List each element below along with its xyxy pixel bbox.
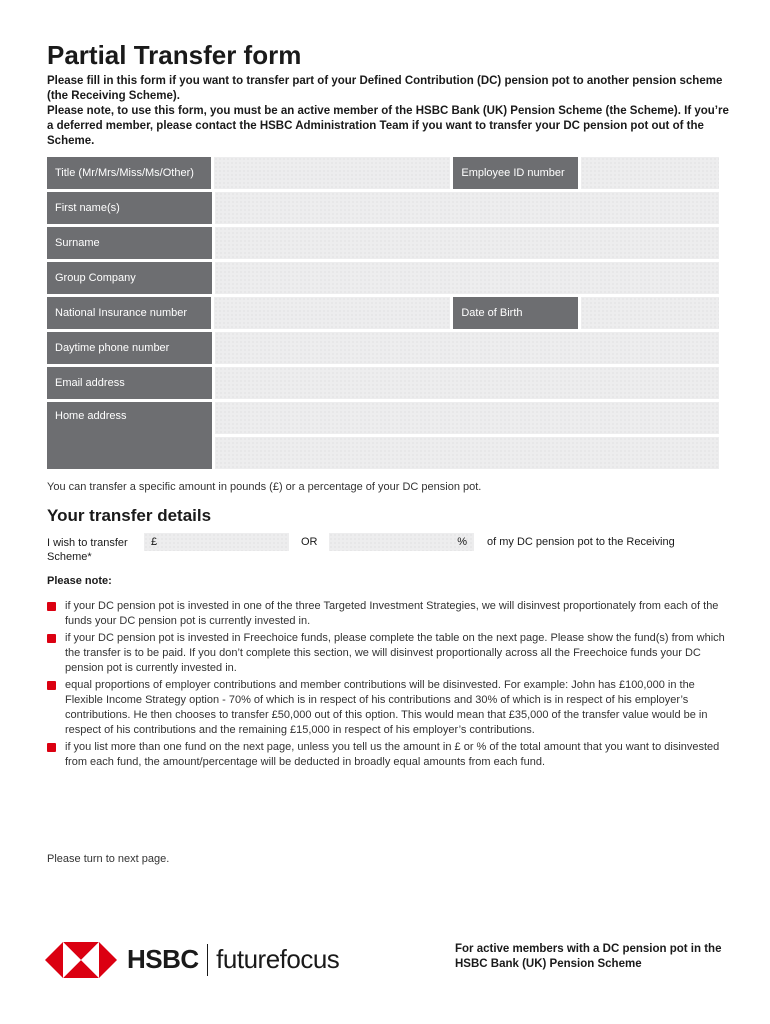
amount-note: You can transfer a specific amount in pounds (£) or a percentage of your DC pension pot.	[47, 481, 482, 493]
first-name-label: First name(s)	[47, 192, 212, 224]
home-address-label: Home address	[47, 402, 212, 469]
transfer-label: I wish to transfer Scheme*	[47, 537, 128, 563]
title-field[interactable]	[214, 157, 451, 189]
logo-divider	[207, 944, 209, 976]
email-label: Email address	[47, 367, 212, 399]
bullet-icon	[47, 681, 56, 690]
percent-field[interactable]	[329, 533, 474, 551]
intro-text	[47, 74, 737, 149]
phone-label: Daytime phone number	[47, 332, 212, 364]
brand-name: HSBC	[127, 944, 199, 974]
hsbc-hexagon-icon	[45, 942, 117, 978]
hsbc-logo	[45, 938, 339, 981]
turn-page-note: Please turn to next page.	[47, 853, 170, 865]
footer-note: For active members with a DC pension pot in the HSBC Bank (UK) Pension Scheme	[455, 943, 722, 970]
pound-amount-field[interactable]	[144, 533, 289, 551]
transfer-details	[47, 533, 727, 567]
notes-list	[47, 599, 727, 772]
pound-symbol: £	[151, 536, 158, 548]
list-item	[47, 678, 727, 738]
bullet-text: if you list more than one fund on the next page, unless you tell us the amount in £ or % of the total amount that you want to disinvested from each fund, the amount/percentage will be deducted in broadly equal amounts from each fund.	[65, 741, 720, 768]
phone-field[interactable]	[215, 332, 719, 364]
surname-field[interactable]	[215, 227, 719, 259]
page-title: Partial Transfer form	[47, 40, 302, 70]
home-address-line-2[interactable]	[215, 437, 719, 469]
list-item	[47, 599, 727, 629]
list-item	[47, 631, 727, 676]
transfer-suffix: of my DC pension pot to the Receiving	[487, 536, 675, 548]
employee-id-field[interactable]	[581, 157, 719, 189]
surname-label: Surname	[47, 227, 212, 259]
dob-field[interactable]	[581, 297, 719, 329]
bullet-icon	[47, 634, 56, 643]
group-company-label: Group Company	[47, 262, 212, 294]
group-company-field[interactable]	[215, 262, 719, 294]
product-name: futurefocus	[216, 944, 340, 974]
bullet-icon	[47, 602, 56, 611]
please-note-heading: Please note:	[47, 575, 112, 587]
intro-paragraph: Please note, to use this form, you must be an active member of the HSBC Bank (UK) Pension Scheme (the Scheme). If you’re a deferred member, please contact the HSBC Administration Team if you want to transfer your DC pension pot out of the Scheme.	[47, 105, 729, 147]
or-text: OR	[301, 536, 318, 548]
list-item	[47, 740, 727, 770]
email-field[interactable]	[215, 367, 719, 399]
home-address-line-1[interactable]	[215, 402, 719, 434]
intro-paragraph: Please fill in this form if you want to transfer part of your Defined Contribution (DC) pension pot to another pension scheme (the Receiving Scheme).	[47, 75, 723, 102]
transfer-heading: Your transfer details	[47, 506, 212, 525]
ni-number-label: National Insurance number	[47, 297, 211, 329]
first-name-field[interactable]	[215, 192, 719, 224]
dob-label: Date of Birth	[453, 297, 578, 329]
title-label: Title (Mr/Mrs/Miss/Ms/Other)	[47, 157, 211, 189]
bullet-text: equal proportions of employer contributions and member contributions will be disinvested. For example: John has £100,000 in the Flexible Income Strategy option - 70% of which is in respect of his contributions and 30% of which is in respect of his employer’s contributions. He then chooses to transfer £50,000 out of this option. This would mean that £35,000 of the transfer value would be in respect of his contributions and the remaining £15,000 in respect of his employer’s contributions.	[65, 679, 708, 736]
bullet-icon	[47, 743, 56, 752]
ni-number-field[interactable]	[214, 297, 451, 329]
percent-symbol: %	[457, 536, 467, 548]
bullet-text: if your DC pension pot is invested in one of the three Targeted Investment Strategies, we will disinvest proportionately from each of the funds your DC pension pot is currently invested in.	[65, 600, 719, 627]
bullet-text: if your DC pension pot is invested in Freechoice funds, please complete the table on the next page. Please show the fund(s) from which the transfer is to be paid. If you don’t complete this section, we will disinvest proportionally across all the Freechoice funds your DC pension pot is currently invested in.	[65, 632, 725, 674]
employee-id-label: Employee ID number	[453, 157, 578, 189]
personal-details-form	[47, 157, 719, 472]
